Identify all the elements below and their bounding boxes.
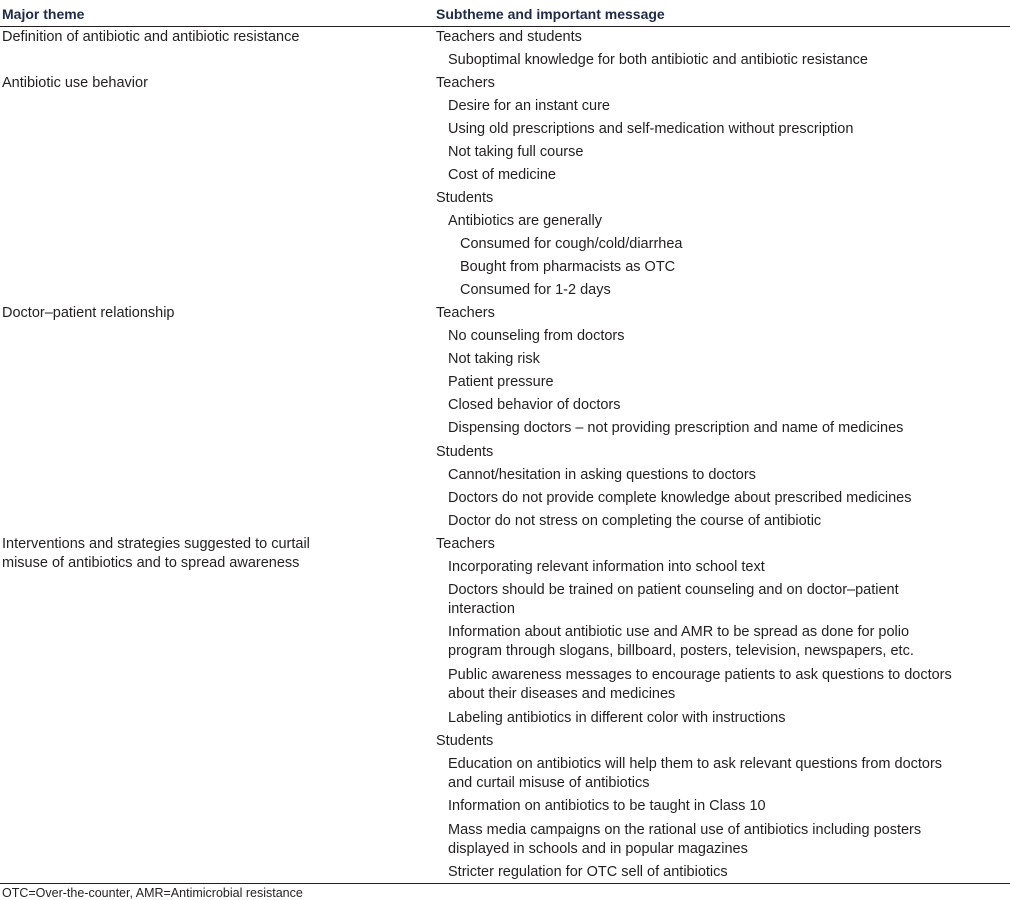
subtheme-item: Doctors should be trained on patient counseling and on doctor–patient	[448, 582, 899, 598]
subtheme-item: Desire for an instant cure	[448, 98, 610, 114]
subtheme-item: Labeling antibiotics in different color with instructions	[448, 710, 786, 726]
subtheme-group: Students	[436, 444, 494, 460]
subtheme-group: Teachers	[436, 75, 495, 91]
subtheme-item: Education on antibiotics will help them to ask relevant questions from doctors	[448, 756, 943, 772]
table-bottom-rule	[0, 883, 1010, 884]
subtheme-item: Information on antibiotics to be taught in Class 10	[448, 798, 766, 814]
table-footnote: OTC=Over-the-counter, AMR=Antimicrobial resistance	[2, 886, 303, 900]
subtheme-group: Teachers	[436, 305, 495, 321]
subtheme-item: interaction	[448, 601, 515, 617]
subtheme-item: Public awareness messages to encourage patients to ask questions to doctors	[448, 667, 952, 683]
subtheme-item: Cannot/hesitation in asking questions to doctors	[448, 467, 756, 483]
subtheme-item: Stricter regulation for OTC sell of antibiotics	[448, 864, 728, 880]
table-header	[0, 0, 1010, 27]
subtheme-item: Patient pressure	[448, 374, 554, 390]
subtheme-item: Information about antibiotic use and AMR to be spread as done for polio	[448, 624, 910, 640]
subtheme-item: and curtail misuse of antibiotics	[448, 775, 650, 791]
subtheme-item: Incorporating relevant information into school text	[448, 559, 765, 575]
theme-label: Doctor–patient relationship	[2, 305, 175, 321]
subtheme-item: about their diseases and medicines	[448, 686, 676, 702]
subtheme-subitem: Consumed for cough/cold/diarrhea	[460, 236, 683, 252]
column-header-major-theme: Major theme	[2, 6, 85, 22]
subtheme-item: Antibiotics are generally	[448, 213, 602, 229]
subtheme-group: Students	[436, 190, 494, 206]
subtheme-item: Closed behavior of doctors	[448, 397, 621, 413]
subtheme-item: Not taking full course	[448, 144, 584, 160]
subtheme-subitem: Bought from pharmacists as OTC	[460, 259, 676, 275]
subtheme-group: Students	[436, 733, 494, 749]
theme-label: Definition of antibiotic and antibiotic resistance	[2, 29, 300, 45]
theme-label: Interventions and strategies suggested to curtail	[2, 536, 310, 552]
subtheme-item: Mass media campaigns on the rational use of antibiotics including posters	[448, 822, 922, 838]
subtheme-item: displayed in schools and in popular magazines	[448, 841, 748, 857]
subtheme-item: Suboptimal knowledge for both antibiotic and antibiotic resistance	[448, 52, 868, 68]
subtheme-group: Teachers and students	[436, 29, 582, 45]
subtheme-item: Doctors do not provide complete knowledge about prescribed medicines	[448, 490, 912, 506]
subtheme-item: Not taking risk	[448, 351, 540, 367]
subtheme-item: program through slogans, billboard, posters, television, newspapers, etc.	[448, 643, 914, 659]
subtheme-subitem: Consumed for 1-2 days	[460, 282, 611, 298]
theme-label: misuse of antibiotics and to spread awareness	[2, 555, 300, 571]
column-header-subtheme: Subtheme and important message	[436, 6, 665, 22]
subtheme-item: Doctor do not stress on completing the course of antibiotic	[448, 513, 822, 529]
subtheme-item: No counseling from doctors	[448, 328, 625, 344]
subtheme-group: Teachers	[436, 536, 495, 552]
subtheme-item: Dispensing doctors – not providing prescription and name of medicines	[448, 420, 904, 436]
subtheme-item: Using old prescriptions and self-medication without prescription	[448, 121, 854, 137]
subtheme-item: Cost of medicine	[448, 167, 556, 183]
theme-label: Antibiotic use behavior	[2, 75, 148, 91]
